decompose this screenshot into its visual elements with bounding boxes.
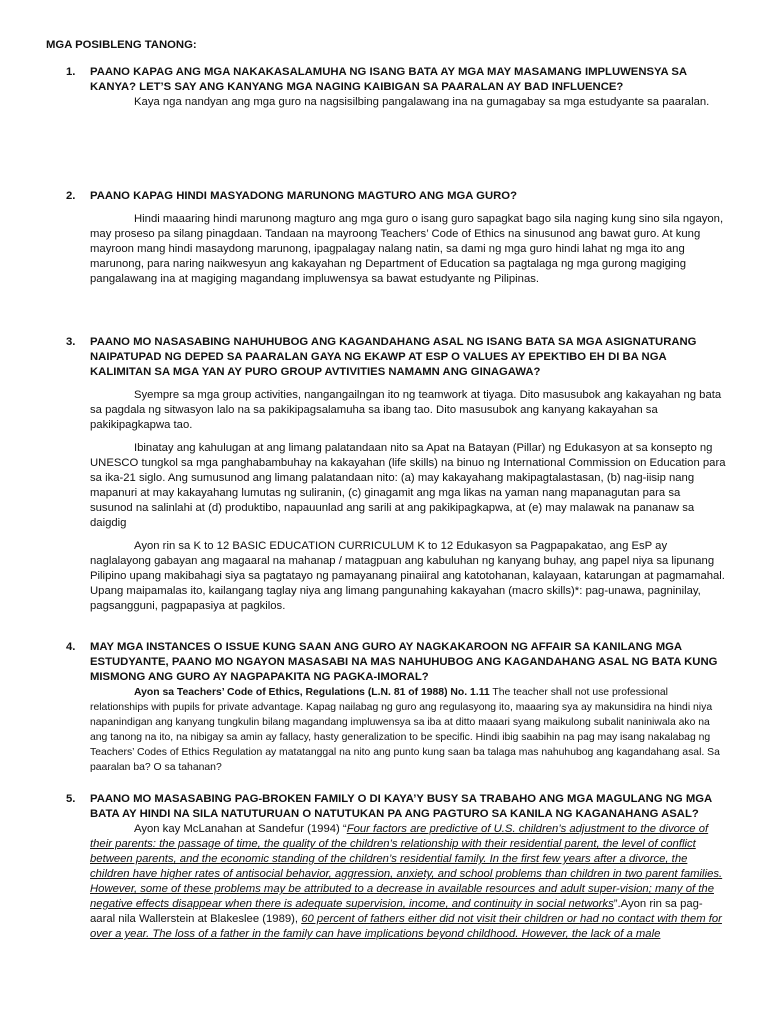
answer-intro: Ayon kay McLanahan at Sandefur (1994) “: [134, 823, 347, 835]
question-text: PAANO KAPAG ANG MGA NAKAKASALAMUHA NG ISANG BATA AY MGA MAY MASAMANG IMPLUWENSYA SA KANYA? LET’S SAY ANG KANYANG MGA NAGING KAIBIGAN SA PAARALAN AY BAD INFLUENCE?: [90, 66, 687, 93]
question-number: 5.: [66, 793, 76, 805]
answer-paragraph: [90, 822, 726, 942]
question-block-1: [66, 65, 726, 110]
question-text: PAANO MO NASASABING NAHUHUBOG ANG KAGANDAHANG ASAL NG ISANG BATA SA MGA ASIGNATURANG NAIPATUPAD NG DEPED SA PAARALAN GAYA NG EKAWP AT ESP O VALUES AY EPEKTIBO EH DI BA NGA KALIMITAN SA MGA YAN AY PURO GROUP AVTIVITIES NAMAMN ANG GINAGAWA?: [90, 336, 697, 378]
question-text: PAANO KAPAG HINDI MASYADONG MARUNONG MAGTURO ANG MGA GURO?: [90, 190, 517, 202]
question-number: 3.: [66, 336, 76, 348]
answer-paragraph: Ibinatay ang kahulugan at ang limang palatandaan nito sa Apat na Batayan (Pillar) ng Edukasyon at sa konsepto ng UNESCO tungkol sa mga panghabambuhay na kakayahan (life skills) na binuo ng International Commission on Education para sa ika-21 siglo. Ang sumusunod ang limang palatandaan nito: (a) may kakayahang makipagtalastasan, (b) nag-iisip nang mapanuri at may kakayahang lumutas ng suliranin, (c) ginagamit ang mga likas na yaman nang mapanagutan para sa susunod na salinlahi at (d) produktibo, napauunlad ang sarili at ang pakikipagkapwa, at (e) may malawak na pananaw sa daigdig: [90, 442, 726, 529]
answer-paragraph: Syempre sa mga group activities, nangangailngan ito ng teamwork at tiyaga. Dito masusubok ang kakayahan ng bata sa pagdala ng sitwasyon lalo na sa pakikipagsalamuha sa ibang tao. Dito masusubok ang kanyang kakayahan sa pakikipagkapwa tao.: [90, 389, 722, 431]
answer-mid: ”.Ayon rin sa pag-aaral nila Wallerstein at Blakeslee (1989),: [90, 898, 703, 925]
question-block-5: [66, 792, 726, 942]
answer-paragraph: [90, 685, 726, 775]
question-block-4: [66, 640, 726, 775]
document-title: MGA POSIBLENG TANONG:: [46, 39, 197, 51]
question-number: 1.: [66, 66, 76, 78]
question-block-3: [66, 335, 726, 614]
answer-paragraph: Kaya nga nandyan ang mga guro na nagsisilbing pangalawang ina na gumagabay sa mga estudyante sa paaralan.: [134, 96, 710, 108]
question-text: MAY MGA INSTANCES O ISSUE KUNG SAAN ANG GURO AY NAGKAKAROON NG AFFAIR SA KANILANG MGA ESTUDYANTE, PAANO MO NGAYON MASASABI NA MAS NAHUHUBOG ANG KAGANDAHANG ASAL NG BATA KUNG MISMONG ANG GURO AY NAGPAPAKITA NG PAGKA-IMORAL?: [90, 641, 718, 683]
question-number: 2.: [66, 190, 76, 202]
answer-lead: Ayon sa Teachers’ Code of Ethics, Regulations (L.N. 81 of 1988) No. 1.11: [134, 687, 490, 698]
question-number: 4.: [66, 641, 76, 653]
question-block-2: [66, 189, 726, 287]
question-text: PAANO MO MASASABING PAG-BROKEN FAMILY O DI KAYA’Y BUSY SA TRABAHO ANG MGA MAGULANG NG MGA BATA AY HINDI NA SILA NATUTURUAN O NATUTUKAN PA ANG PAGTURO SA KANILA NG KAGANAHANG ASAL?: [90, 793, 712, 820]
quote-wallerstein: 60 percent of fathers either did not visit their children or had no contact with them for over a year. The loss of a father in the family can have implications beyond childhood. However, the lack of a male: [90, 913, 722, 940]
answer-paragraph: Hindi maaaring hindi marunong magturo ang mga guro o isang guro sapagkat bago sila naging kung sino sila ngayon, may proseso pa silang pinagdaan. Tandaan na mayroong Teachers’ Code of Ethics na sinusunod ang bawat guro. At kung mayroon mang hindi masaydong marunong, ipagpalagay nalang natin, sa dami ng mga guro hindi lahat ng mga ito ang marunong, para naring naikwesyun ang kakayahan ng Department of Education sa pagtalaga ng mga gurong magiging pangalawang ina at magiging magandang impluwensya sa bawat estudyante ng Pilipinas.: [90, 213, 724, 285]
answer-paragraph: Ayon rin sa K to 12 BASIC EDUCATION CURRICULUM K to 12 Edukasyon sa Pagpapakatao, ang EsP ay naglalayong gabayan ang magaaral na mahanap / matagpuan ang kabuluhan ng kanyang buhay, ang papel niya sa lipunang Pilipino upang makibahagi siya sa pagtatayo ng pamayanang pinaiiral ang katotohanan, kalayaan, katarungan at pagmamahal. Upang maipamalas ito, kailangang taglay niya ang limang pangunahing kakayahan (macro skills)*: pag-unawa, pagninilay, pagsangguni, pagpapasiya at pagkilos.: [90, 540, 725, 612]
answer-body: The teacher shall not use professional relationships with pupils for private advantage. Kapag nailabag ng guro ang regulasyong ito, maaaring sya ay makunsidira na hindi niya napanindigan ang kanyang tungkulin bilang magandang impluwensya sa iba at ditto maaari syang maikulong subalit naniniwala ako na ang tanong na ito, na nibigay sa amin ay fallacy, hasty generalization to be specific. Hindi ibig saabihin na pag may isang nakalabag ng Teachers’ Codes of Ethics Regulation ay matatanggal na nito ang punto kung saan ba talaga mas nahuhubog ang kagandahang asal. Sa paaralan ba? O sa tahanan?: [90, 687, 720, 773]
quote-mclanahan: Four factors are predictive of U.S. children’s adjustment to the divorce of their parents: the passage of time, the quality of the children’s relationship with their residential parent, the level of conflict between parents, and the economic standing of the children’s residential family. In the first few years after a divorce, the children have higher rates of antisocial behavior, aggression, anxiety, and school problems than children in two parent families. However, some of these problems may be attributed to a decrease in available resources and adult super-vision; many of the negative effects disappear when there is adequate supervision, income, and continuity in social networks: [90, 823, 723, 910]
